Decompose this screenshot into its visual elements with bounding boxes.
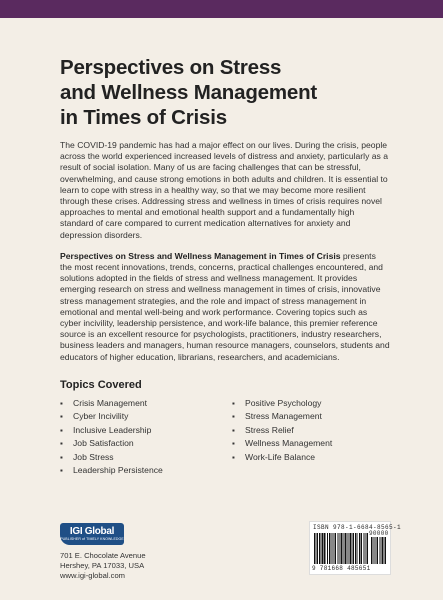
price-code: 90000 [369,530,389,537]
list-item: ▪ Stress Management [232,410,332,424]
address-line-1: 701 E. Chocolate Avenue [60,551,146,560]
list-item: ▪ Crisis Management [60,397,232,411]
list-item: ▪ Stress Relief [232,424,332,438]
barcode-digits: 9 781668 485651 [312,565,371,572]
description-paragraph [60,251,390,363]
top-color-band [0,0,443,18]
description-bold-title: Perspectives on Stress and Wellness Management in Times of Crisis [60,250,341,261]
publisher-block [60,523,180,581]
book-title [60,55,390,130]
address-line-2: Hershey, PA 17033, USA [60,561,145,570]
topics-list [60,397,390,478]
description-text: presents the most recent innovations, trends, concerns, practical challenges encountered, and solutions adopted in the fields of stress and wellness management. It provides emerging research on stress and wellness management in times of crisis, innovative stress management strategies, and the role and impact of stress management in emotional and mental well-being and work performance. Covering topics such as cyber incivility, leadership persistence, and work-life balance, this premier reference source is an excellent resource for psychologists, practitioners, industry researchers, business leaders and managers, human resource managers, counselors, students and educators of higher education, librarians, researchers, and academicians. [60,250,390,362]
back-cover-content [60,55,390,478]
title-line-3: in Times of Crisis [60,106,227,129]
logo-main-text: IGI Global [69,525,115,537]
topics-heading: Topics Covered [60,378,142,391]
website-link[interactable]: www.igi-global.com [60,571,125,580]
list-item: ▪ Wellness Management [232,437,332,451]
title-line-2: and Wellness Management [60,81,318,104]
publisher-logo [60,523,124,545]
title-line-1: Perspectives on Stress [60,56,282,79]
list-item: ▪ Work-Life Balance [232,451,332,465]
list-item: ▪ Job Stress [60,451,232,465]
barcode-bars-addon [371,537,387,564]
list-item: ▪ Job Satisfaction [60,437,232,451]
list-item: ▪ Positive Psychology [232,397,332,411]
barcode-bars-main [314,533,368,564]
logo-tagline: PUBLISHER of TIMELY KNOWLEDGE [60,536,124,541]
topics-left-column [60,397,232,478]
intro-paragraph: The COVID-19 pandemic has had a major effect on our lives. During the crisis, people across the world experienced increased levels of distress and anxiety, particularly as a result of social isolation. Many of us are facing challenges that can be stressful, overwhelming, and cause strong emotions in both adults and children. It is essential to learn to cope with stress in a healthy way, so that we may become more resilient through these crises. Addressing stress and wellness in times of crisis requires novel approaches to mental and emotional health support and a fundamentally high standard of care compared to current medication alternatives for anxiety and depression disorders. [60,140,388,240]
topics-right-column [232,397,332,478]
isbn-barcode [309,521,402,575]
list-item: ▪ Inclusive Leadership [60,424,232,438]
list-item: ▪ Cyber Incivility [60,410,232,424]
isbn-text: ISBN 978-1-6684-8565-1 [313,524,402,531]
list-item: ▪ Leadership Persistence [60,464,232,478]
